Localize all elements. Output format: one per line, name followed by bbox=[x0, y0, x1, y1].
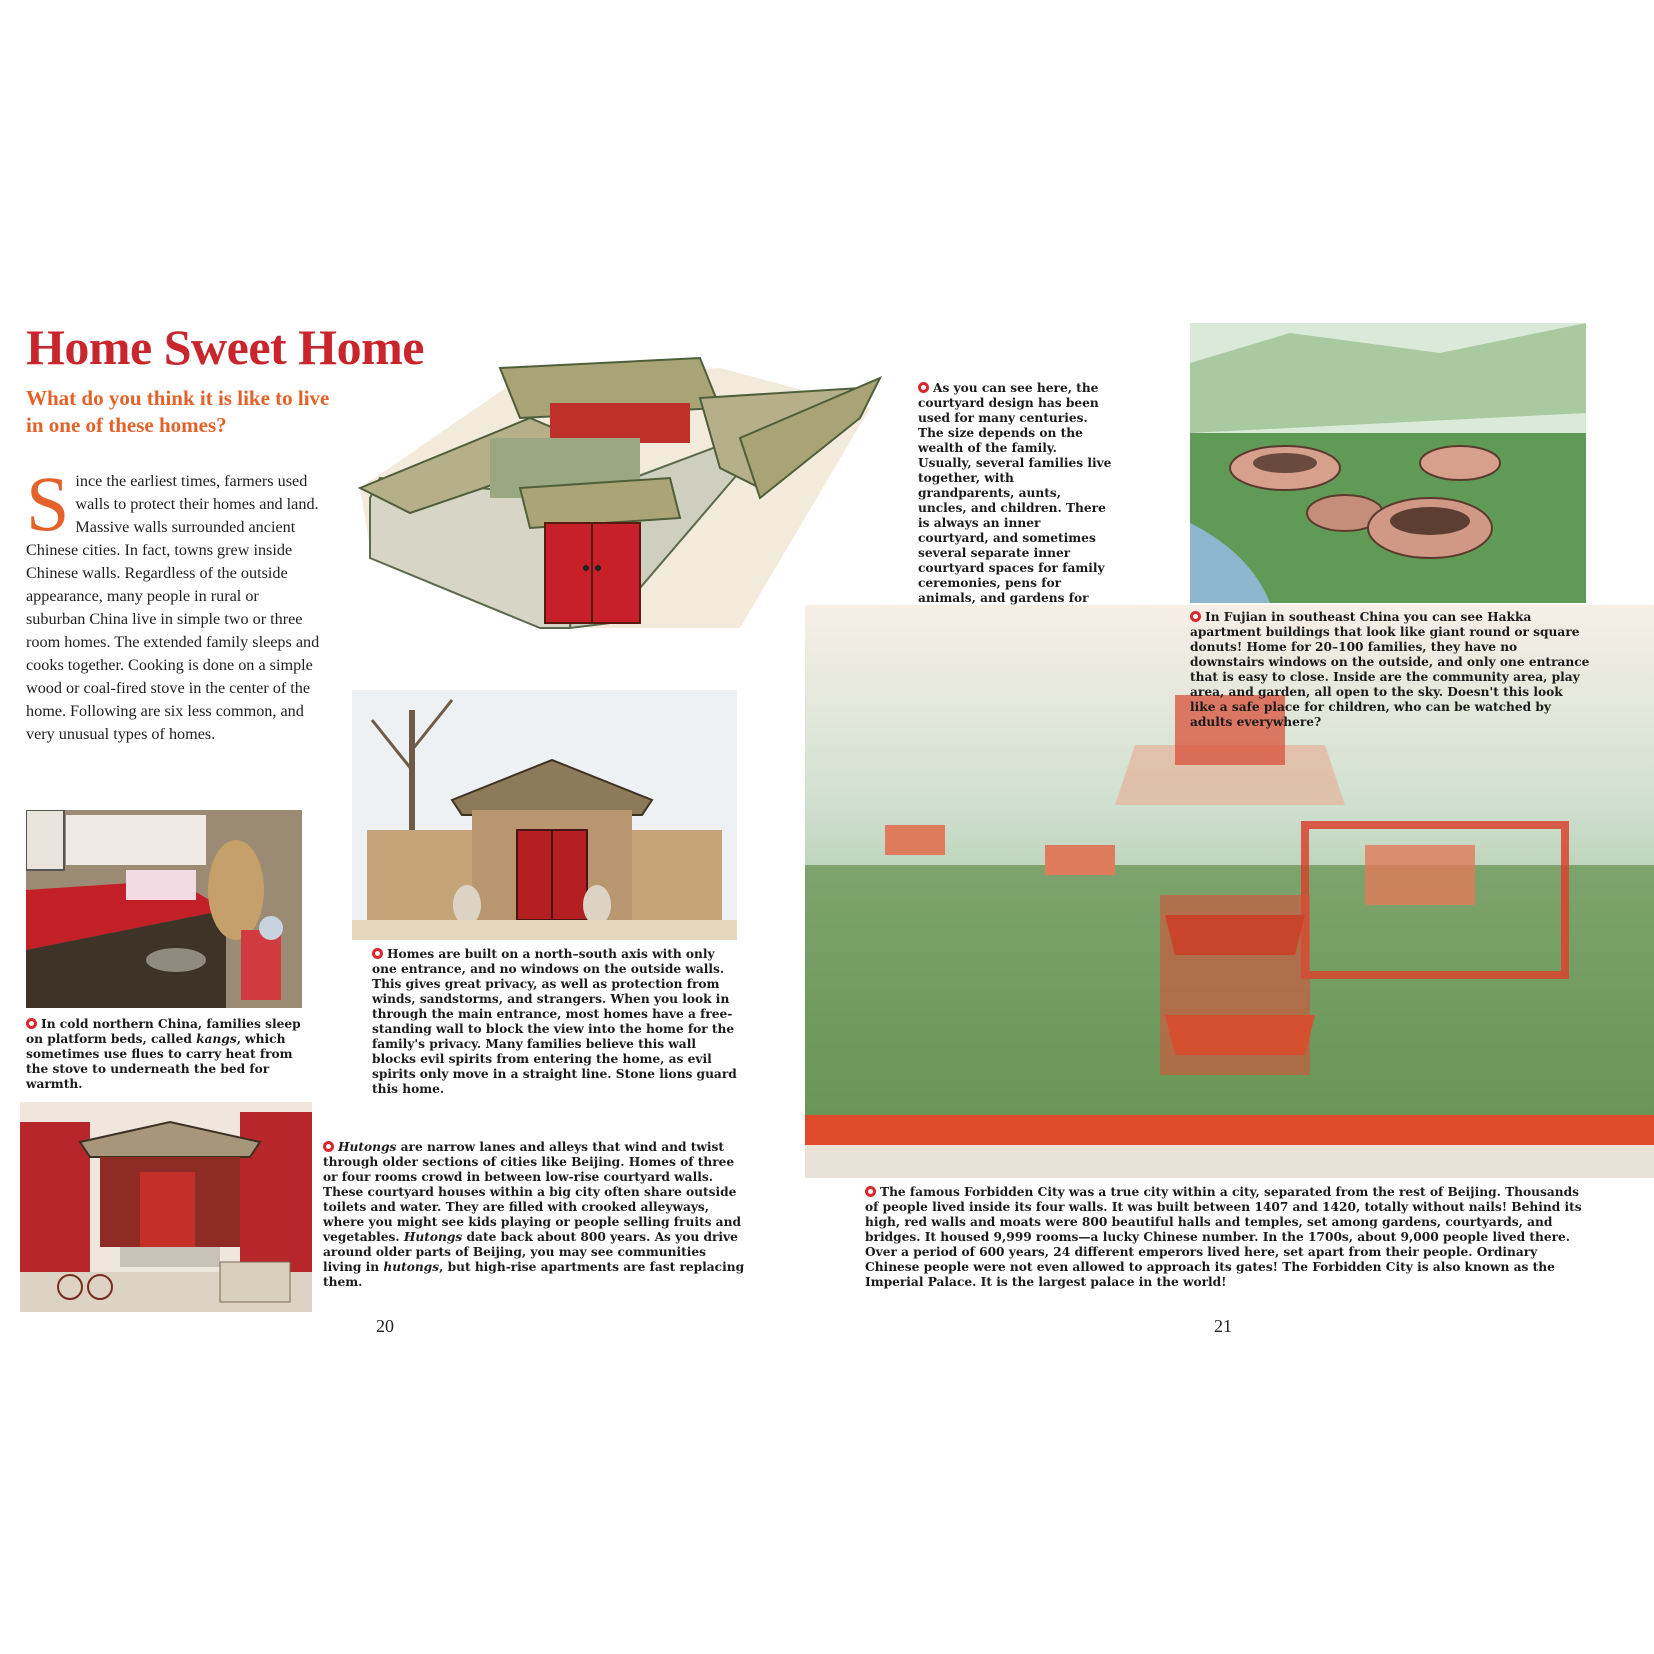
caption-bullet-icon bbox=[323, 1141, 334, 1152]
caption-entrance: Homes are built on a north–south axis with only one entrance, and no windows on the outside walls. This gives great privacy, as well as protection from winds, sandstorms, and strangers. When you look in through the main entrance, most homes have a free-standing wall to block the view into the home for the family's privacy. Many families believe this wall blocks evil spirits from entering the home, as evil spirits only move in a straight line. Stone lions guard this home. bbox=[372, 947, 737, 1096]
page-number-left: 20 bbox=[376, 1316, 394, 1336]
caption-bullet-icon bbox=[918, 382, 929, 393]
caption-forbidden-city: The famous Forbidden City was a true city within a city, separated from the rest of Beijing. Thousands of people lived inside its four walls. It was built between 1407 and 1420, totally without nails! Behind its high, red walls and moats were 800 beautiful halls and temples, set among gardens, courtyards, and bridges. It housed 9,999 rooms—a lucky Chinese number. In the 1700s, about 9,000 people lived there. Over a period of 600 years, 24 different emperors lived here, set apart from their people. Ordinary Chinese people were not even allowed to approach its gates! The Forbidden City is also known as the Imperial Palace. It is the largest palace in the world! bbox=[865, 1185, 1582, 1289]
caption-bullet-icon bbox=[865, 1186, 876, 1197]
fujian-tulou-illustration bbox=[1190, 323, 1586, 603]
caption-courtyard: As you can see here, the courtyard design has been used for many centuries. The size depends on the wealth of the family. Usually, several families live together, with grandparents, aunts, uncles, and children. There is always an inner courtyard, and sometimes several separate inner courtyard spaces for family ceremonies, pens for animals, and gardens for bbox=[918, 381, 1112, 605]
page-title: Home Sweet Home bbox=[26, 319, 424, 375]
intro-text: ince the earliest times, farmers used walls to protect their homes and land. Massive walls surrounded ancient Chinese cities. In fact, towns grew inside Chinese walls. Regardless of the outside appearance, many people in rural or suburban China live in simple two or three room homes. The extended family sleeps and cooks together. Cooking is done on a simple wood or coal-fired stove in the center of the home. Following are six less common, and very unusual types of homes. bbox=[26, 472, 320, 743]
caption-kang: In cold northern China, families sleep on platform beds, called kangs, which sometimes use flues to carry heat from the stove to underneath the bed for warmth. bbox=[26, 1017, 301, 1091]
caption-fujian: In Fujian in southeast China you can see Hakka apartment buildings that look like giant round or square donuts! Home for 20–100 families, they have no downstairs windows on the outside, and only one entrance that is easy to close. Inside are the community area, play area, and garden, all open to the sky. Doesn't this look like a safe place for children, who can be watched by adults everywhere? bbox=[1190, 610, 1590, 729]
gate-entrance-illustration bbox=[352, 690, 737, 940]
caption-bullet-icon bbox=[1190, 611, 1201, 622]
drop-cap: S bbox=[26, 460, 70, 547]
page-subtitle: What do you think it is like to live in one of these homes? bbox=[26, 386, 330, 437]
caption-bullet-icon bbox=[26, 1018, 37, 1029]
caption-bullet-icon bbox=[372, 948, 383, 959]
kang-bed-illustration bbox=[26, 810, 302, 1008]
page-number-right: 21 bbox=[1214, 1316, 1232, 1336]
intro-paragraph bbox=[26, 460, 322, 746]
hutong-courtyard-illustration bbox=[20, 1102, 312, 1312]
caption-hutong: Hutongs are narrow lanes and alleys that wind and twist through older sections of cities like Beijing. Homes of three or four rooms crowd in between low-rise courtyard walls. These courtyard houses within a big city often share outside toilets and water. They are filled with crooked alleyways, where you might see kids playing or people selling fruits and vegetables. Hutongs date back about 800 years. As you drive around older parts of Beijing, you may see communities living in hutongs, but high-rise apartments are fast replacing them. bbox=[323, 1140, 745, 1289]
